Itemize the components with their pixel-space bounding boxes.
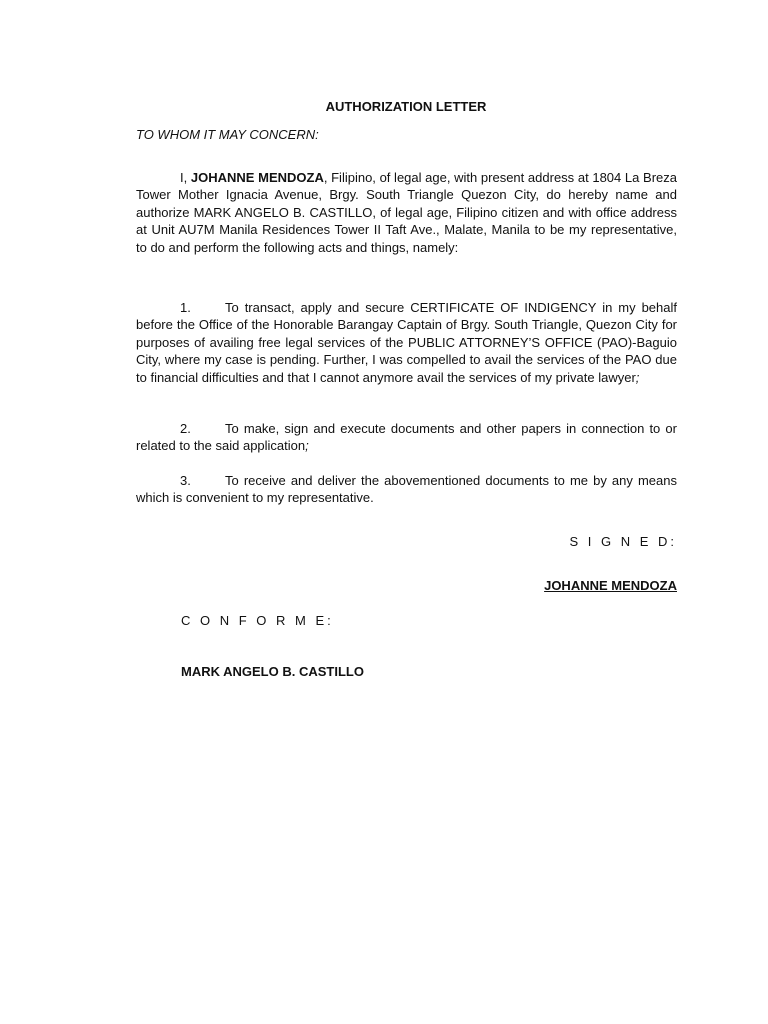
list-item (136, 420, 677, 455)
item-text: To transact, apply and secure CERTIFICATE OF INDIGENCY in my behalf before the Office of the Honorable Barangay Captain of Brgy. South Triangle, Quezon City for purposes of availing free legal services of the PUBLIC ATTORNEY’S OFFICE (PAO)-Baguio City, where my case is pending. Further, I was compelled to avail the services of the PAO due to financial difficulties and that I cannot anymore avail the services of my private lawyer (136, 300, 677, 385)
item-text: To make, sign and execute documents and other papers in connection to or related to the said application (136, 421, 677, 454)
conforme-label: C O N F O R M E: (181, 613, 334, 628)
list-item (136, 299, 677, 386)
grantor-name: JOHANNE MENDOZA (190, 170, 324, 185)
salutation: TO WHOM IT MAY CONCERN: (136, 127, 319, 142)
intro-paragraph (136, 169, 677, 256)
conforme-name: MARK ANGELO B. CASTILLO (181, 664, 364, 679)
letter-title: AUTHORIZATION LETTER (325, 99, 487, 114)
item-text: To receive and deliver the abovementioned documents to me by any means which is convenient to my representative. (136, 473, 677, 506)
signer-name: JOHANNE MENDOZA (544, 578, 677, 593)
intro-prefix: I, (180, 170, 191, 185)
item-number: 2. (180, 421, 191, 436)
item-number: 1. (180, 300, 191, 315)
signed-label: S I G N E D: (569, 534, 677, 549)
item-end-mark: ; (305, 438, 309, 454)
intro-text: , Filipino, of legal age, with present address at 1804 La Breza Tower Mother Ignacia Avenue, Brgy. South Triangle Quezon City, do hereby name and authorize MARK ANGELO B. CASTILLO, of legal age, Filipino citizen and with office address at Unit AU7M Manila Residences Tower II Taft Ave., Malate, Manila to be my representative, to do and perform the following acts and things, namely: (136, 170, 677, 255)
item-number: 3. (180, 473, 191, 488)
item-end-mark: ; (635, 369, 640, 385)
list-item (136, 472, 677, 507)
